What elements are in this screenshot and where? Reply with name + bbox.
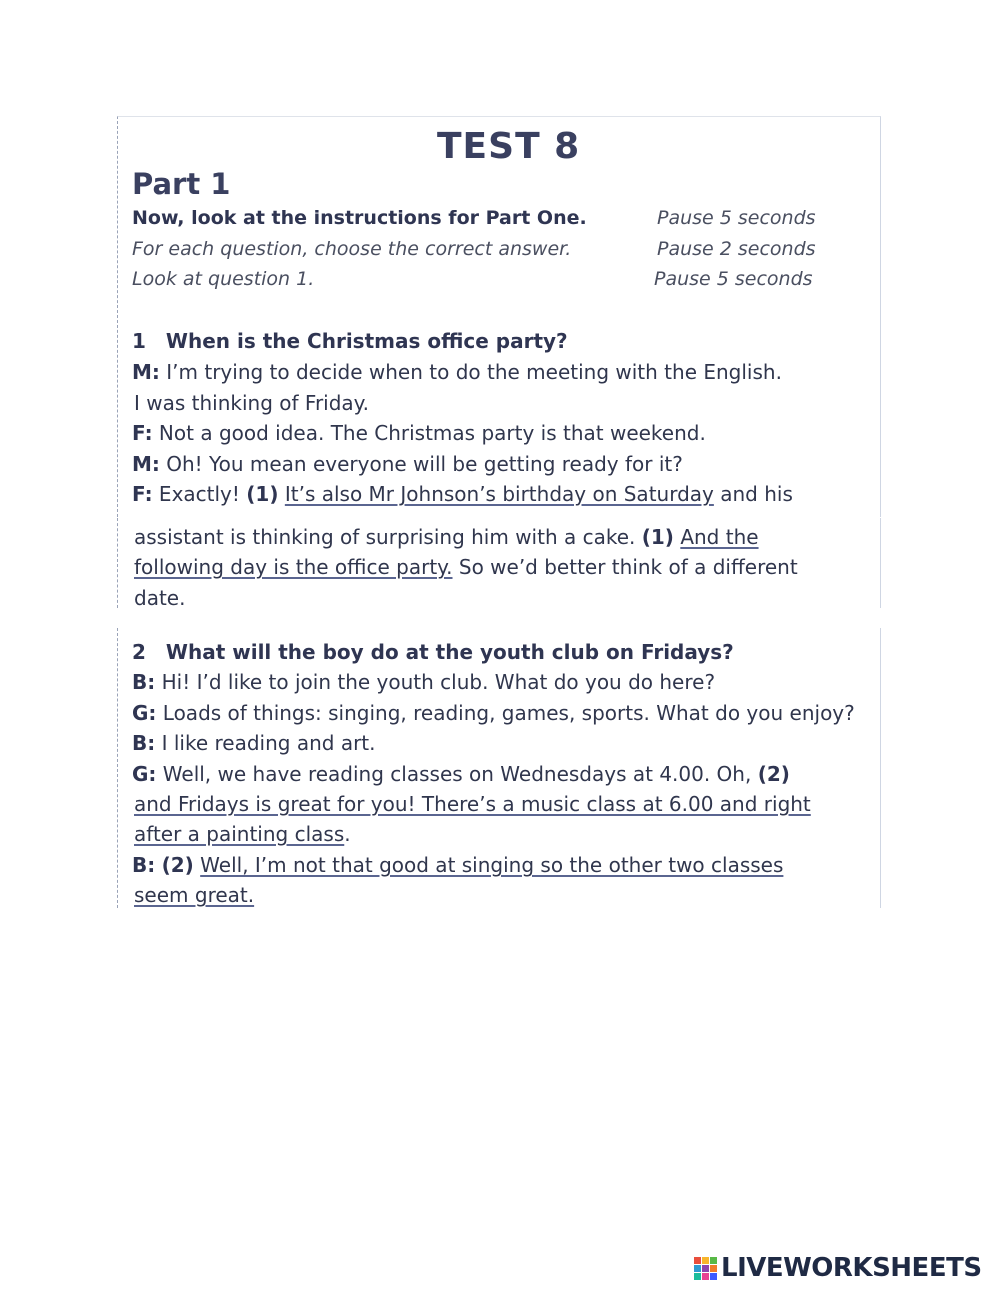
pause-3: Pause 5 seconds <box>654 268 813 290</box>
liveworksheets-logo-icon <box>694 1257 717 1280</box>
answer-evidence: And the <box>680 525 759 549</box>
logo-cell <box>702 1273 709 1280</box>
answer-evidence: Well, I’m not that good at singing so the other two classes <box>200 853 784 877</box>
pause-2: Pause 2 seconds <box>657 238 816 260</box>
speaker-g: G: <box>132 762 157 786</box>
dialogue-text: I like reading and art. <box>155 731 376 755</box>
q1-line-3 <box>132 421 706 445</box>
dialogue-text: . <box>344 822 351 846</box>
dialogue-text: So we’d better think of a different <box>452 555 798 579</box>
answer-evidence: and Fridays is great for you! There’s a music class at 6.00 and right <box>134 792 811 816</box>
q2-line-7 <box>132 853 783 877</box>
dialogue-text: Exactly! <box>152 482 247 506</box>
answer-marker: (2) <box>757 762 790 786</box>
logo-cell <box>694 1257 701 1264</box>
q2-line-6 <box>134 822 351 846</box>
instruction-1: Now, look at the instructions for Part One. <box>132 207 587 229</box>
q2-line-8 <box>134 883 254 907</box>
dialogue-text: I’m trying to decide when to do the meeting with the English. <box>159 360 782 384</box>
q2-line-3 <box>132 731 376 755</box>
answer-marker: (2) <box>161 853 194 877</box>
question-1-heading <box>132 329 568 353</box>
speaker-m: M: <box>132 360 160 384</box>
answer-evidence: following day is the office party. <box>134 555 453 579</box>
part-heading: Part 1 <box>132 167 231 201</box>
dialogue-text: Oh! You mean everyone will be getting ready for it? <box>159 452 683 476</box>
dialogue-text: assistant is thinking of surprising him with a cake. <box>134 525 642 549</box>
q1-line-6 <box>134 525 759 549</box>
logo-cell <box>710 1273 717 1280</box>
logo-cell <box>710 1265 717 1272</box>
q1-line-4 <box>132 452 683 476</box>
speaker-g: G: <box>132 701 157 725</box>
question-1-text: When is the Christmas office party? <box>165 329 568 353</box>
q1-line-8: date. <box>134 586 186 610</box>
dialogue-text: Loads of things: singing, reading, games, sports. What do you enjoy? <box>156 701 855 725</box>
q2-line-2 <box>132 701 855 725</box>
answer-evidence: seem great. <box>134 883 255 907</box>
q1-line-2: I was thinking of Friday. <box>134 391 370 415</box>
q2-line-5 <box>134 792 811 816</box>
instruction-2: For each question, choose the correct answer. <box>132 238 572 260</box>
q1-line-1 <box>132 360 782 384</box>
q1-line-5 <box>132 482 793 506</box>
logo-cell <box>694 1265 701 1272</box>
liveworksheets-wordmark: LIVEWORKSHEETS <box>721 1253 982 1283</box>
logo-cell <box>694 1273 701 1280</box>
answer-marker: (1) <box>641 525 674 549</box>
pause-1: Pause 5 seconds <box>657 207 816 229</box>
question-2-number: 2 <box>132 640 146 664</box>
speaker-f: F: <box>132 421 153 445</box>
answer-evidence: after a painting class <box>134 822 345 846</box>
speaker-m: M: <box>132 452 160 476</box>
speaker-b: B: <box>132 670 156 694</box>
dialogue-text: Not a good idea. The Christmas party is that weekend. <box>152 421 706 445</box>
speaker-b: B: <box>132 731 156 755</box>
instruction-3: Look at question 1. <box>132 268 315 290</box>
logo-cell <box>702 1257 709 1264</box>
dialogue-text: Well, we have reading classes on Wednesdays at 4.00. Oh, <box>156 762 758 786</box>
q1-line-7 <box>134 555 798 579</box>
liveworksheets-brand <box>694 1254 982 1282</box>
speaker-b: B: <box>132 853 156 877</box>
dialogue-text: Hi! I’d like to join the youth club. What do you do here? <box>155 670 716 694</box>
speaker-f: F: <box>132 482 153 506</box>
logo-cell <box>702 1265 709 1272</box>
dialogue-text: and his <box>713 482 793 506</box>
logo-cell <box>710 1257 717 1264</box>
q2-line-1 <box>132 670 715 694</box>
test-title: TEST 8 <box>437 126 581 167</box>
question-1-number: 1 <box>132 329 146 353</box>
answer-marker: (1) <box>246 482 279 506</box>
question-2-text: What will the boy do at the youth club on Fridays? <box>165 640 734 664</box>
answer-evidence: It’s also Mr Johnson’s birthday on Saturday <box>284 482 714 506</box>
q2-line-4 <box>132 762 790 786</box>
question-2-heading <box>132 640 734 664</box>
